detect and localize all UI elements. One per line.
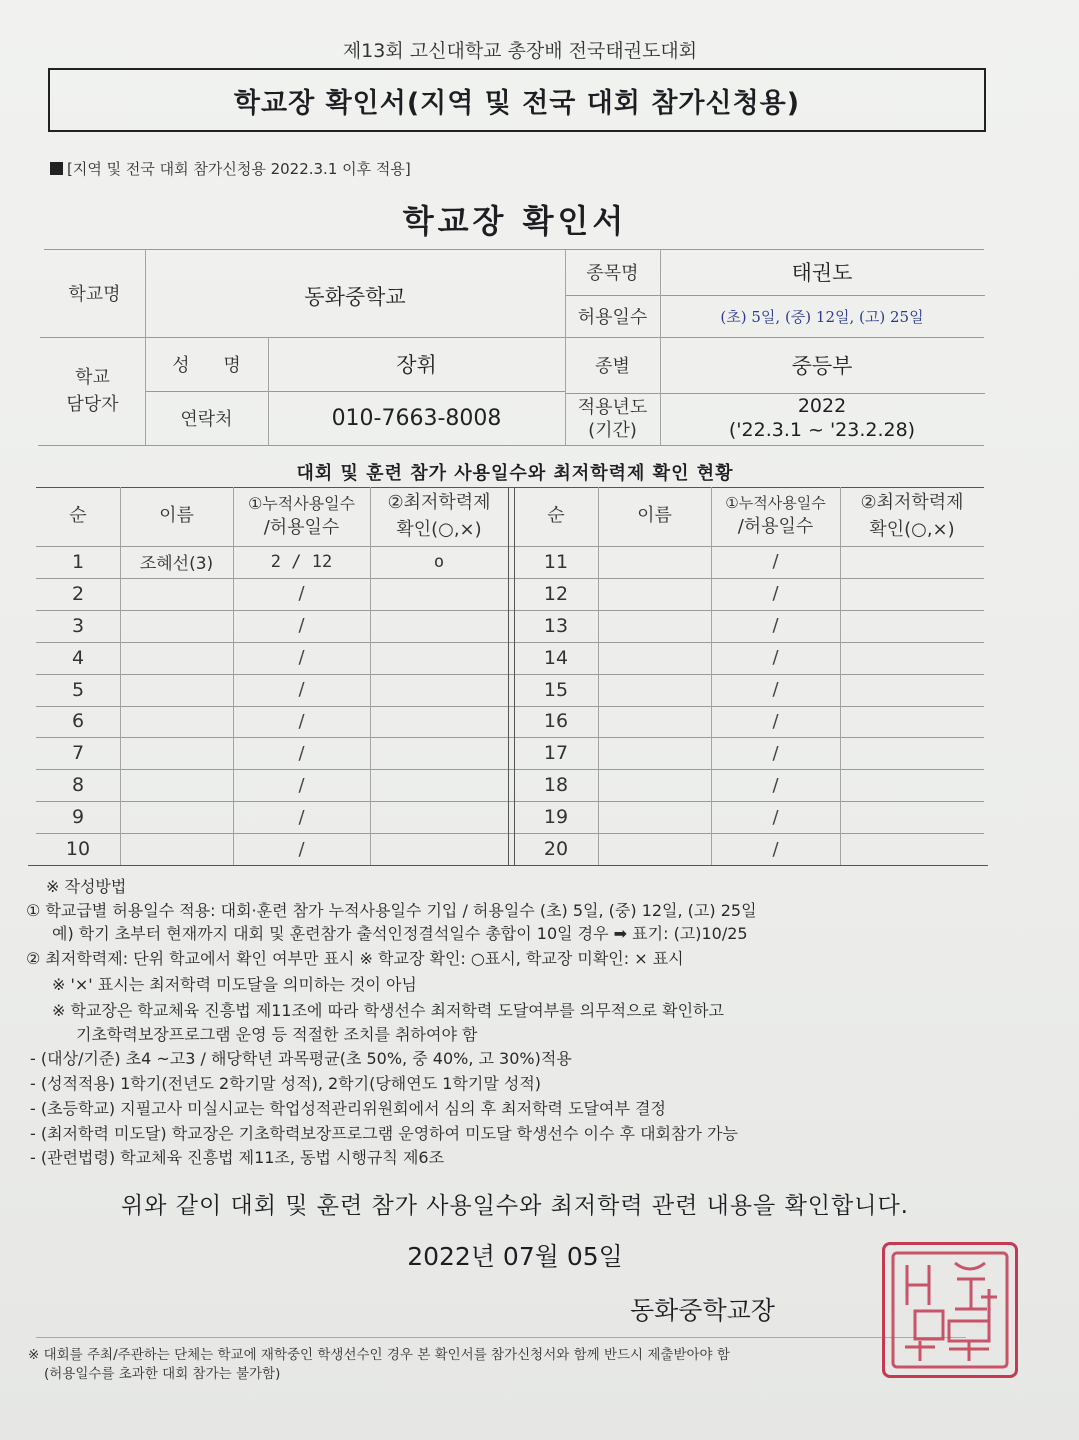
header-days-left-line2: /허용일수 [263,517,340,539]
footer-note: ※ 대회를 주최/주관하는 단체는 학교에 재학중인 학생선수인 경우 본 확인서를 참가신청서와 함께 반드시 제출받아야 함 [28,1347,730,1363]
row-days: / [772,710,779,732]
year-label-line1: 적용년도 [577,396,648,418]
row-number: 19 [543,806,569,829]
division-value: 중등부 [791,354,853,378]
page-title: 학교장 확인서 [402,202,628,240]
row-check [840,801,984,833]
row-check [840,578,984,610]
note-line: ② 최저학력제: 단위 학교에서 확인 여부만 표시 ※ 학교장 확인: ○표시, 학교장 미확인: × 표시 [26,949,684,968]
contact-label: 연락처 [180,409,233,430]
applied-note-text: [지역 및 전국 대회 참가신청용 2022.3.1 이후 적용] [67,160,411,178]
school-seal-stamp [882,1242,1018,1378]
row-days: / [298,742,305,764]
row-number: 8 [71,774,85,797]
school-staff-label [40,337,145,445]
principal-signature: 동화중학교장 [630,1296,775,1325]
row-name: 조혜선(3) [139,554,214,575]
row-check [840,674,984,706]
row-check [370,610,508,642]
row-check [840,642,984,674]
row-number: 1 [71,550,85,573]
row-number: 2 [71,582,85,605]
row-check [370,801,508,833]
row-number: 20 [543,838,569,861]
row-days: / [772,806,779,828]
row-check [370,706,508,738]
school-name-label: 학교명 [68,284,121,305]
row-days: / [772,647,779,669]
header-days-right-line2: /허용일수 [737,516,814,538]
note-line: - (최저학력 미도달) 학교장은 기초학력보장프로그램 운영하여 미도달 학생선수 이수 후 대회참가 가능 [30,1124,738,1143]
row-check [840,833,984,865]
row-number: 15 [543,678,569,701]
row-number: 12 [543,582,569,605]
row-number: 3 [71,614,85,637]
header-no-right: 순 [547,505,565,527]
school-staff-label-line1: 학교 [75,367,110,388]
note-line: ① 학교급별 허용일수 적용: 대회·훈련 참가 누적사용일수 기입 / 허용일수 (초) 5일, (중) 12일, (고) 25일 [26,901,757,920]
header-days-left [233,487,370,546]
applied-note [50,158,411,179]
row-days: 2 / 12 [270,551,333,572]
header-min-left-line2: 확인(○,×) [396,518,482,540]
header-min-left-line1: ②최저학력제 [387,492,491,514]
row-days: / [298,838,305,860]
row-check [370,642,508,674]
row-number: 10 [65,838,91,861]
header-name-left: 이름 [159,505,194,527]
contact-value: 010-7663-8008 [331,405,502,431]
row-check [370,674,508,706]
division-label: 종별 [595,356,630,377]
row-name [598,642,711,674]
row-name [598,706,711,738]
row-check [370,769,508,801]
form-title-box [48,68,986,132]
header-days-right [711,487,840,546]
confirmation-statement: 위와 같이 대회 및 훈련 참가 사용일수와 최저학력 관련 내용을 확인합니다. [121,1193,909,1219]
header-min-right [840,487,984,546]
notes-heading: ※ 작성방법 [46,877,127,896]
row-days: / [772,742,779,764]
header-min-left [370,487,508,546]
row-name [120,801,233,833]
row-days: / [298,679,305,701]
note-line: ※ '×' 표시는 최저학력 미도달을 의미하는 것이 아님 [52,975,417,994]
row-check [840,706,984,738]
school-staff-label-line2: 담당자 [66,394,119,415]
event-value: 태권도 [791,261,853,285]
note-line: - (대상/기준) 초4 ~고3 / 해당학년 과목평균(초 50%, 중 40%, 고 30%)적용 [30,1049,572,1068]
row-days: / [298,806,305,828]
row-name [120,737,233,769]
staff-name-label: 성 명 [172,355,255,376]
year-value-line2: ('22.3.1 ~ '23.2.28) [728,419,916,441]
row-check [840,546,984,578]
row-days: / [772,838,779,860]
square-bullet-icon [50,162,63,175]
issue-date: 2022년 07월 05일 [407,1242,623,1271]
note-line: - (초등학교) 지필고사 미실시교는 학업성적관리위원회에서 심의 후 최저학력 도달여부 결정 [30,1099,666,1118]
row-number: 16 [543,710,569,733]
row-number: 4 [71,646,85,669]
row-number: 13 [543,614,569,637]
row-days: / [772,774,779,796]
row-check [840,610,984,642]
row-days: / [772,679,779,701]
note-line: 예) 학기 초부터 현재까지 대회 및 훈련참가 출석인정결석일수 총합이 10일 경우 ➡ 표기: (고)10/25 [52,924,748,943]
row-check [370,578,508,610]
row-name [598,769,711,801]
header-min-right-line1: ②최저학력제 [860,492,964,514]
header-days-left-line1: ①누적사용일수 [247,493,356,513]
note-line: - (관련법령) 학교체육 진흥법 제11조, 동법 시행규칙 제6조 [30,1148,445,1167]
row-days: / [298,647,305,669]
row-number: 6 [71,710,85,733]
row-number: 5 [71,678,85,701]
row-days: / [298,710,305,732]
header-name-right: 이름 [637,505,672,527]
row-number: 9 [71,806,85,829]
row-name [120,578,233,610]
allowed-days-value: (초) 5일, (중) 12일, (고) 25일 [720,307,924,326]
form-title: 학교장 확인서(지역 및 전국 대회 참가신청용) [233,87,801,119]
row-name [120,833,233,865]
row-days: / [298,774,305,796]
row-check: o [433,551,445,572]
footer-note: (허용일수를 초과한 대회 참가는 불가함) [44,1366,281,1382]
event-label: 종목명 [586,263,639,284]
row-days: / [772,615,779,637]
header-no-left: 순 [69,505,87,527]
header-days-right-line1: ①누적사용일수 [725,493,826,512]
note-line: 기초학력보장프로그램 운영 등 적절한 조치를 취하여야 함 [76,1025,478,1044]
row-days: / [772,551,779,573]
school-name-value: 동화중학교 [304,285,406,309]
year-value-line1: 2022 [797,395,847,418]
row-name [598,737,711,769]
row-days: / [298,583,305,605]
status-table-title: 대회 및 훈련 참가 사용일수와 최저학력제 확인 현황 [296,463,734,484]
row-name [598,578,711,610]
row-name [598,674,711,706]
row-name [120,706,233,738]
row-name [598,801,711,833]
row-name [598,610,711,642]
note-line: ※ 학교장은 학교체육 진흥법 제11조에 따라 학생선수 최저학력 도달여부를 의무적으로 확인하고 [52,1001,724,1020]
row-name [120,610,233,642]
row-days: / [298,615,305,637]
row-check [840,737,984,769]
row-days: / [772,583,779,605]
year-label-line2: (기간) [588,420,637,441]
staff-name-value: 장휘 [396,353,437,377]
year-value [660,393,984,445]
row-check [840,769,984,801]
row-check [370,833,508,865]
row-name [120,674,233,706]
row-number: 17 [543,742,569,765]
header-min-right-line2: 확인(○,×) [869,518,955,540]
row-number: 7 [71,742,85,765]
contest-name: 제13회 고신대학교 총장배 전국태권도대회 [342,40,698,62]
row-check [370,737,508,769]
note-line: - (성적적용) 1학기(전년도 2학기말 성적), 2학기(당해연도 1학기말 성적) [30,1074,542,1093]
row-name [120,769,233,801]
row-name [598,833,711,865]
allowed-days-label: 허용일수 [577,307,648,328]
year-label [565,393,660,445]
seal-icon [885,1245,1021,1381]
row-number: 14 [543,646,569,669]
row-name [120,642,233,674]
row-number: 18 [543,774,569,797]
row-number: 11 [543,550,569,573]
row-name [598,546,711,578]
